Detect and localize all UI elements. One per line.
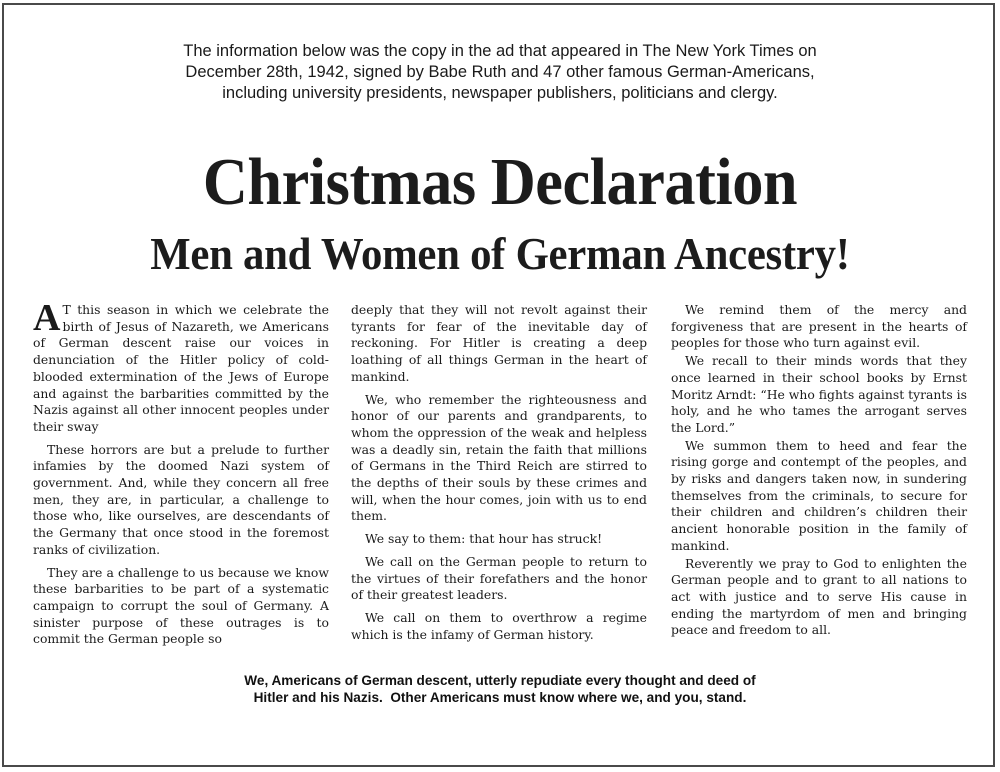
paragraph: We call on the German people to return to the virtues of their forefathers and the honor of their greatest leaders. [351, 553, 647, 603]
paragraph: We, who remember the righteousness and honor of our parents and grandparents, to whom the oppression of the weak and helpless was a deadly sin, retain the faith that millions of Germans in the Third Reich are stirred to the depths of their souls by these crimes and will, when the hour comes, join with us to end them. [351, 391, 647, 524]
paragraph-text: T this season in which we celebrate the birth of Jesus of Nazareth, we Americans of German descent raise our voices in denunciation of the Hitler policy of cold-blooded extermination of the Jews of Europe and against the barbarities committed by the Nazis against all other innocent peoples under their sway [33, 302, 329, 434]
headline-title: Christmas Declaration [202, 145, 798, 219]
paragraph: Reverently we pray to God to enlighten the German people and to grant to all nations to act with justice and to serve His cause in ending the martyrdom of men and bringing peace and freedom to all. [671, 555, 967, 638]
text-column-3 [671, 302, 967, 640]
text-column-2 [351, 302, 647, 649]
paragraph: We say to them: that hour has struck! [365, 531, 603, 547]
intro-line: including university presidents, newspaper publishers, politicians and clergy. [222, 84, 778, 102]
closing-line: We, Americans of German descent, utterly repudiate every thought and deed of [244, 673, 756, 688]
text-column-1 [33, 297, 329, 654]
paragraph: We remind them of the mercy and forgiveness that are present in the hearts of peoples for those who turn against evil. [671, 302, 967, 351]
paragraph: We recall to their minds words that they once learned in their school books by Ernst Moritz Arndt: “He who fights against tyrants is holy, and he who tames the arrogant serves the Lord.” [671, 353, 967, 435]
paragraph [33, 297, 329, 436]
paragraph: We summon them to heed and fear the rising gorge and contempt of the peoples, and by risks and dangers taken now, in sundering themselves from the criminals, to secure for their children and children’s children their ancient honorable position in the family of mankind. [671, 437, 967, 553]
paragraph: They are a challenge to us because we know these barbarities to be part of a systematic campaign to corrupt the soul of Germany. A sinister purpose of these outrages is to commit the German people so [33, 564, 329, 647]
paragraph: We call on them to overthrow a regime which is the infamy of German history. [351, 609, 647, 642]
intro-line: The information below was the copy in the ad that appeared in The New York Times on [183, 42, 817, 60]
intro-note [0, 41, 1000, 104]
drop-cap: A [33, 297, 61, 339]
closing-line: Hitler and his Nazis. Other Americans must know where we, and you, stand. [253, 690, 747, 705]
paragraph: These horrors are but a prelude to further infamies by the doomed Nazi system of government. And, while they concern all free men, they are, in particular, a challenge to those who, like ourselves, are descendants of the Germany that once stood in the foremost ranks of civilization. [33, 441, 329, 557]
paragraph: deeply that they will not revolt against their tyrants for fear of the inevitable day of reckoning. For Hitler is creating a deep loathing of all things German in the heart of mankind. [351, 302, 647, 384]
headline-subtitle: Men and Women of German Ancestry! [150, 228, 850, 279]
closing-statement [0, 672, 1000, 706]
intro-line: December 28th, 1942, signed by Babe Ruth and 47 other famous German-Americans, [185, 63, 815, 81]
